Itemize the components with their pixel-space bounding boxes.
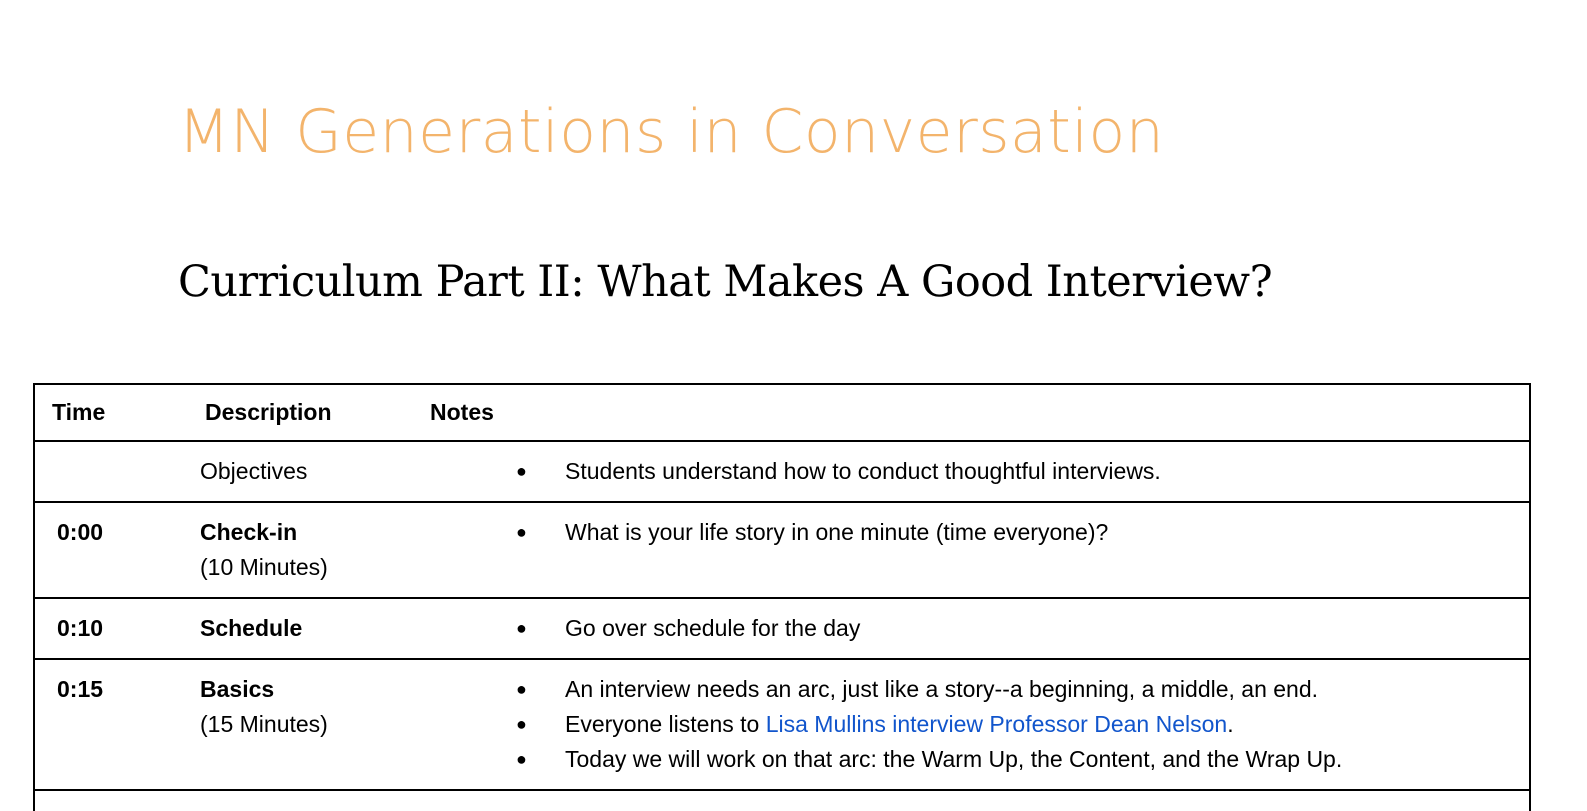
- row-notes: [430, 659, 1530, 790]
- description-duration: (15 Minutes): [200, 711, 328, 737]
- row-time: 0:00: [34, 502, 176, 598]
- row-description: [176, 502, 430, 598]
- header-description: Description: [176, 384, 430, 441]
- interview-audio-link[interactable]: Lisa Mullins interview Professor Dean Nelson: [765, 711, 1228, 737]
- row-notes: [430, 441, 1530, 502]
- description-label: Objectives: [200, 458, 308, 484]
- bullet-icon: ●: [516, 749, 527, 769]
- row-time: 0:15: [34, 659, 176, 790]
- row-notes: [430, 502, 1530, 598]
- note-item: [430, 611, 1529, 646]
- bullet-icon: ●: [516, 461, 527, 481]
- bullet-icon: ●: [516, 714, 527, 734]
- document-title: MN Generations in Conversation: [178, 97, 1165, 167]
- table-header-row: [34, 384, 1530, 441]
- table-row-schedule: [34, 598, 1530, 659]
- description-duration: (10 Minutes): [200, 554, 328, 580]
- row-time: [34, 790, 176, 811]
- note-text: Today we will work on that arc: the Warm Up, the Content, and the Wrap Up.: [565, 746, 1343, 772]
- row-notes: [430, 598, 1530, 659]
- table-row-next-partial: [34, 790, 1530, 811]
- bullet-icon: ●: [516, 679, 527, 699]
- table-row-objectives: [34, 441, 1530, 502]
- note-item: [430, 454, 1529, 489]
- note-text: Go over schedule for the day: [565, 615, 861, 641]
- note-item: [430, 742, 1529, 777]
- bullet-icon: ●: [516, 618, 527, 638]
- note-text-suffix: .: [1227, 711, 1234, 737]
- document-subtitle: Curriculum Part II: What Makes A Good Interview?: [178, 257, 1273, 307]
- bullet-icon: ●: [516, 522, 527, 542]
- note-item: [430, 515, 1529, 550]
- note-text: Everyone listens to: [565, 711, 766, 737]
- header-notes: [430, 384, 1530, 441]
- note-item: [430, 672, 1529, 707]
- note-text: What is your life story in one minute (time everyone)?: [565, 519, 1109, 545]
- header-time: Time: [34, 384, 176, 441]
- note-text: An interview needs an arc, just like a story--a beginning, a middle, an end.: [565, 676, 1319, 702]
- schedule-table: [33, 383, 1531, 811]
- row-description: [176, 441, 430, 502]
- row-notes: [430, 790, 1530, 811]
- description-label: Schedule: [200, 615, 303, 641]
- row-description: [176, 790, 430, 811]
- table-row-basics: [34, 659, 1530, 790]
- note-item: [430, 707, 1529, 742]
- row-time: 0:10: [34, 598, 176, 659]
- note-text: Students understand how to conduct thoughtful interviews.: [565, 458, 1161, 484]
- description-label: Basics: [200, 676, 275, 702]
- row-description: [176, 598, 430, 659]
- row-description: [176, 659, 430, 790]
- header-notes-label: Notes: [430, 399, 494, 425]
- table-row-check-in: [34, 502, 1530, 598]
- description-label: Check-in: [200, 519, 298, 545]
- row-time: [34, 441, 176, 502]
